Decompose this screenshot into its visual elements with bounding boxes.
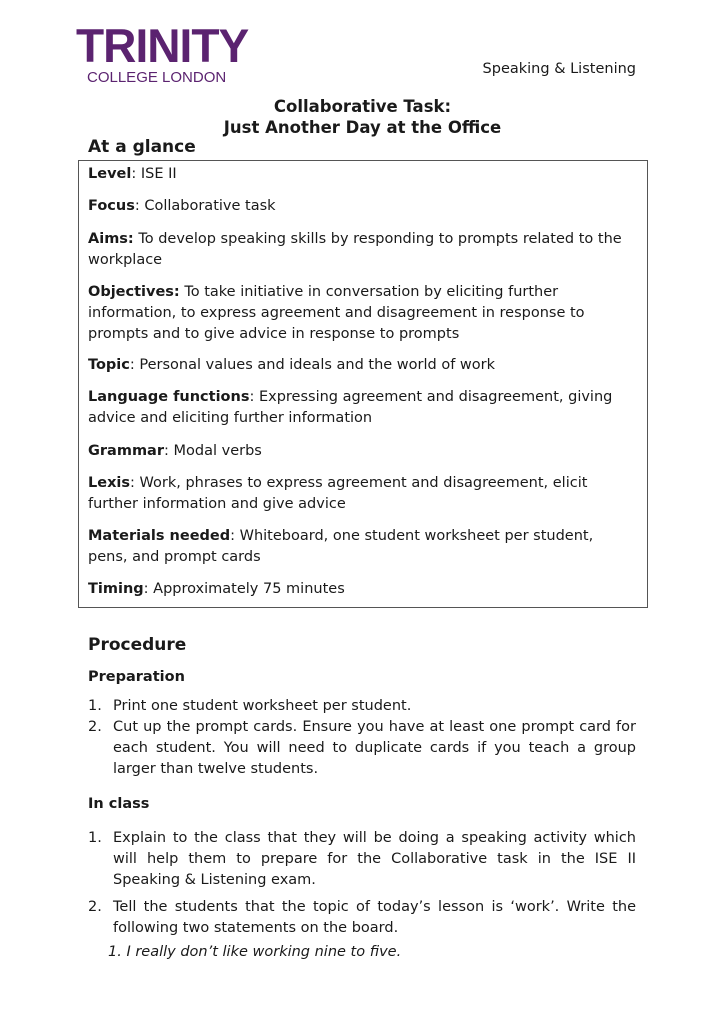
glance-text: To develop speaking skills by responding to prompts related to the workplace — [88, 231, 622, 268]
glance-item-topic — [88, 355, 633, 376]
logo-wordmark: TRINITY — [76, 19, 249, 72]
document-title-line1: Collaborative Task: — [273, 97, 452, 116]
glance-item-language-functions — [88, 387, 633, 429]
glance-sep: : — [249, 389, 259, 405]
glance-item-timing — [88, 579, 633, 600]
glance-label: Grammar — [88, 443, 164, 459]
glance-sep: : — [130, 475, 140, 491]
glance-label: Language functions — [88, 389, 250, 405]
glance-text: To take initiative in conversation by eliciting further information, to express agreement and disagreement in response to prompts and to give advice in response to prompts — [88, 284, 585, 342]
glance-text: Modal verbs — [173, 443, 262, 459]
glance-item-lexis — [88, 473, 633, 515]
logo-subtitle: COLLEGE LONDON — [87, 69, 227, 86]
glance-label: Aims: — [88, 231, 134, 247]
glance-text: Personal values and ideals and the world of work — [139, 357, 496, 373]
glance-text: ISE II — [140, 166, 177, 182]
step-number: 1. — [88, 698, 102, 714]
in-class-step-1 — [88, 828, 636, 891]
glance-sep: : — [164, 443, 174, 459]
glance-sep: : — [134, 198, 145, 214]
glance-label: Focus — [88, 198, 135, 214]
glance-label: Materials needed — [88, 528, 231, 544]
glance-label: Topic — [88, 357, 130, 373]
section-label: Speaking & Listening — [482, 61, 636, 77]
glance-sep: : — [230, 528, 240, 544]
glance-sep: : — [129, 357, 140, 373]
glance-item-level — [88, 164, 633, 185]
glance-label: Lexis — [88, 475, 131, 491]
glance-label: Timing — [88, 581, 144, 597]
procedure-heading: Procedure — [88, 635, 187, 655]
step-number: 1. — [88, 830, 102, 846]
glance-label: Level — [88, 166, 132, 182]
in-class-heading: In class — [88, 796, 150, 812]
trinity-college-logo — [76, 19, 256, 86]
step-text: Tell the students that the topic of today’s lesson is ‘work’. Write the following two statements on the board. — [113, 899, 636, 936]
glance-sep: : — [143, 581, 154, 597]
glance-item-grammar — [88, 441, 633, 462]
glance-text: Work, phrases to express agreement and disagreement, elicit further information and give advice — [88, 475, 588, 512]
glance-label: Objectives: — [88, 284, 180, 300]
preparation-step-2 — [88, 717, 636, 780]
in-class-step-2 — [88, 897, 636, 939]
glance-text: Approximately 75 minutes — [153, 581, 345, 597]
glance-item-objectives — [88, 282, 633, 345]
glance-text: Expressing agreement and disagreement, giving advice and eliciting further information — [88, 389, 613, 426]
step-number: 2. — [88, 719, 102, 735]
at-a-glance-heading: At a glance — [88, 137, 196, 157]
board-statement-1: 1. I really don’t like working nine to five. — [108, 944, 402, 960]
step-text: Print one student worksheet per student. — [113, 698, 412, 714]
step-text: Explain to the class that they will be doing a speaking activity which will help them to prepare for the Collaborative task in the ISE II Speaking & Listening exam. — [113, 830, 636, 888]
glance-item-materials — [88, 526, 633, 568]
preparation-step-1 — [88, 696, 636, 717]
preparation-heading: Preparation — [88, 669, 185, 685]
glance-item-aims — [88, 229, 633, 271]
glance-sep: : — [131, 166, 141, 182]
glance-item-focus — [88, 196, 633, 217]
document-title-line2: Just Another Day at the Office — [223, 118, 502, 137]
step-text: Cut up the prompt cards. Ensure you have at least one prompt card for each student. You will need to duplicate cards if you teach a group larger than twelve students. — [113, 719, 636, 777]
glance-text: Whiteboard, one student worksheet per student, pens, and prompt cards — [88, 528, 594, 565]
step-number: 2. — [88, 899, 102, 915]
glance-text: Collaborative task — [144, 198, 276, 214]
